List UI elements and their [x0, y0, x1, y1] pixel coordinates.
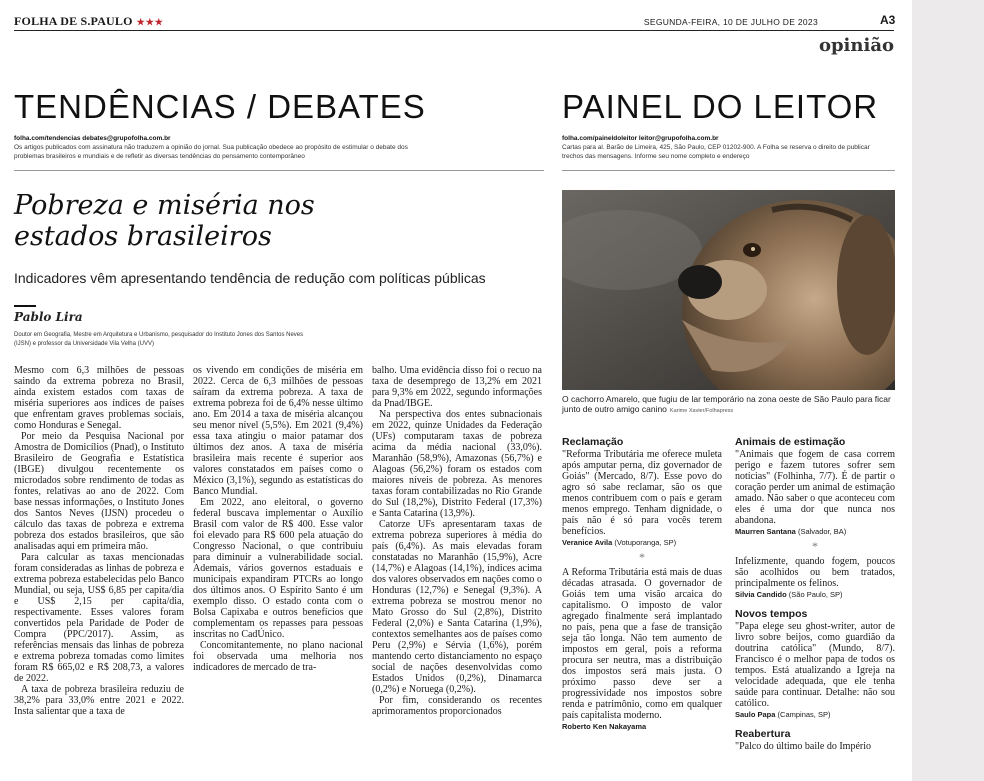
signature-place: (São Paulo, SP) [788, 590, 843, 599]
signature-name: Saulo Papa [735, 710, 776, 719]
section-title: opinião [818, 35, 894, 56]
letter-signature [562, 538, 722, 548]
header-rule [14, 30, 894, 31]
tendencias-title: TENDÊNCIAS / DEBATES [14, 88, 426, 125]
letter-text: A Reforma Tributária está mais de duas décadas atrasada. O governador de Goiás tem uma visão arcaica do capitalismo. O imposto de valor agregado finalmente será implantado no país, pena que a fase de transição seja tão longa. Não tem aumento de impostos em geral, pois a reforma procura ser neutra, mas a distribuição dos impostos será mais justa. O próximo passo deve ser a progressividade nos impostos sobre renda e patrimônio, como em qualquer país capitalista moderno. [562, 567, 722, 721]
signature-name: Maurren Santana [735, 527, 796, 536]
paragraph: Mesmo com 6,3 milhões de pessoas saindo da extrema pobreza no Brasil, ainda existem estados com taxas de miséria superiores aos índices de países que enfrentam graves problemas sociais, como Honduras e Senegal. [14, 365, 184, 431]
paragraph: Por fim, considerando os recentes aprimoramentos proporcionados [372, 695, 542, 717]
paragraph: Na perspectiva dos entes subnacionais em 2022, quinze Unidades da Federação (UFs) computaram taxas de pobreza acima da média nacional (33,0%). Maranhão (58,9%), Amazonas (56,7%) e Alagoas (56,2%) foram os estados com maiores níveis de pobreza. As menores taxas foram contabilizadas no Rio Grande do Sul (18,2%), Distrito Federal (17,3%) e Santa Catarina (13,9%). [372, 409, 542, 519]
article-column-2 [193, 365, 363, 673]
letter-signature [562, 722, 722, 732]
masthead-title: FOLHA DE S.PAULO [14, 14, 133, 28]
paragraph: Em 2022, ano eleitoral, o governo federal buscava implementar o Auxílio Brasil com valor de R$ 400. Esse valor foi elevado para R$ 600 pela atuação do Congresso Nacional, o que contribuiu para diminuir a vulnerabilidade social. Ademais, vários governos estaduais e municipais expandiram PTCRs ao longo dos últimos anos. O Espírito Santo é um exemplo disso. O estado conta com o Bolsa Capixaba e outros benefícios que complementam os repasses para pessoas inscritas no CadÚnico. [193, 497, 363, 640]
tendencias-rule [14, 170, 544, 171]
letter-heading: Reabertura [735, 728, 791, 740]
letter-signature [735, 527, 895, 537]
article-subtitle: Indicadores vêm apresentando tendência de redução com políticas públicas [14, 270, 486, 286]
paragraph: os vivendo em condições de miséria em 2022. Cerca de 6,3 milhões de pessoas saíram da extrema pobreza. A taxa de extrema pobreza foi de 6,4% nesse último ano. Em 2014 a taxa de miséria alcançou seu menor nível (5,5%). Em 2021 (9,4%) essa taxa atingiu o maior patamar dos últimos dez anos. A taxa de miséria brasileira mais recente é superior aos valores constatados em países como o México (3,1%), segundo as estatísticas do Banco Mundial. [193, 365, 363, 497]
letter-text: "Papa elege seu ghost-writer, autor de livro sobre beijos, como guardião da doutrina católica" (Mundo, 8/7). Francisco é o melhor papa de todos os tempos. Está atualizando a Igreja na velocidade adequada, que ele tenha saúde para continuar. Detalhe: não sou católico. [735, 621, 895, 709]
painel-rule [562, 170, 895, 171]
painel-note: Cartas para al. Barão de Limeira, 425, São Paulo, CEP 01202-900. A Folha se reserva o direito de publicar trechos das mensagens. Informe seu nome completo e endereço [562, 144, 870, 160]
edition-stars: ★★★ [136, 17, 164, 27]
separator-asterisk: * [639, 550, 645, 564]
letter-heading: Reclamação [562, 436, 624, 448]
dateline: SEGUNDA-FEIRA, 10 DE JULHO DE 2023 [643, 17, 818, 27]
letter-heading: Animais de estimação [735, 436, 846, 448]
page-number: A3 [880, 13, 896, 27]
signature-place: (Campinas, SP) [777, 710, 831, 719]
letter-text: "Reforma Tributária me oferece muleta após amputar perna, diz governador de Goiás" (Mercado, 8/7). Esse povo do agro só sabe reclamar, são os que menos contribuem com o país e geram menos emprego. Tenham dignidade, o país não é só para vocês terem benefícios. [562, 449, 722, 537]
article-title: Pobreza e miséria nos estados brasileiros [14, 190, 315, 252]
dog-photo-illustration [562, 190, 895, 390]
tendencias-links[interactable]: folha.com/tendencias debates@grupofolha.com.br [14, 135, 171, 142]
tendencias-note: Os artigos publicados com assinatura não traduzem a opinião do jornal. Sua publicação obedece ao propósito de estimular o debate dos problemas brasileiros e mundiais e de refletir as diversas tendências do pensamento contemporâneo [14, 144, 408, 160]
signature-name: Veranice Avila [562, 538, 613, 547]
article-author: Pablo Lira [14, 310, 83, 324]
letter-text: "Palco do último baile do Império [735, 741, 872, 752]
letter-signature [735, 590, 895, 600]
masthead [14, 14, 164, 29]
letter-text: "Animais que fogem de casa correm perigo e fazem tutores sofrer sem notícias" (Folhinha, 7/7). É de partir o coração perder um animal de estimação amado. Não saber o que aconteceu com eles é uma dor que nunca nos abandona. [735, 449, 895, 526]
painel-title: PAINEL DO LEITOR [562, 88, 879, 125]
letter-signature [735, 710, 895, 720]
painel-links[interactable]: folha.com/paineldoleitor leitor@grupofolha.com.br [562, 135, 719, 142]
letters-column-left [562, 436, 722, 734]
letter-text: Infelizmente, quando fogem, poucos são acolhidos ou bem tratados, principalmente os felinos. [735, 556, 895, 589]
photo-caption [562, 394, 902, 416]
paragraph: balho. Uma evidência disso foi o recuo na taxa de desemprego de 13,2% em 2021 para 9,3% em 2022, segundo informações da Pnad/IBGE. [372, 365, 542, 409]
signature-name: Silvia Candido [735, 590, 787, 599]
tendencias-meta [14, 134, 424, 161]
paragraph: Catorze UFs apresentaram taxas de extrema pobreza superiores à média do país (6,4%). As mais elevadas foram constatadas no Maranhão (15,9%), Acre (14,7%) e Alagoas (14,1%), índices acima dos valores observados em nações como o Honduras (12,7%) e Senegal (9,3%). A extrema pobreza se mostrou menor no Mato Grosso do Sul (2,8%), Distrito Federal (2,0%) e Santa Catarina (1,9%), contextos semelhantes aos de países como Peru (2,9%) e Sérvia (1,6%), porém mantendo certo distanciamento no espaço social de nações desenvolvidas como Estados Unidos (0,2%), Dinamarca (0,2%) e Noruega (0,2%). [372, 519, 542, 695]
signature-name: Roberto Ken Nakayama [562, 722, 647, 731]
author-bio: Doutor em Geografia, Mestre em Arquitetura e Urbanismo, pesquisador do Instituto Jones dos Santos Neves (IJSN) e professor da Universidade Vila Velha (UVV) [14, 332, 304, 347]
signature-place: (Votuporanga, SP) [614, 538, 677, 547]
painel-meta [562, 134, 892, 161]
paragraph: A taxa de pobreza brasileira reduziu de 38,2% para 33,0% entre 2021 e 2022. Insta salientar que a taxa de [14, 684, 184, 717]
letter-heading: Novos tempos [735, 608, 808, 620]
article-column-1 [14, 365, 184, 717]
dog-photo [562, 190, 895, 390]
paragraph: Para calcular as taxas mencionadas foram consideradas as linhas de pobreza e extrema pobreza estabelecidas pelo Banco Mundial, ou seja, US$ 6,85 per capita/dia e US$ 2,15 per capita/dia, respectivamente. Esses valores foram convertidos pela Paridade de Poder de Compra (PPC/2017). Assim, as referências mensais das linhas de pobreza e extrema pobreza tomadas como limites foram R$ 665,02 e R$ 208,73, a valores de 2022. [14, 552, 184, 684]
signature-place: (Salvador, BA) [797, 527, 847, 536]
separator-asterisk: * [812, 539, 818, 553]
paragraph: Concomitantemente, no plano nacional foi observada uma melhoria nos indicadores de mercado de tra- [193, 640, 363, 673]
paragraph: Por meio da Pesquisa Nacional por Amostra de Domicílios (Pnad), o Instituto Brasileiro de Geografia e Estatística (IBGE) divulgou recentemente os microdados sobre rendimento de todas as fontes, relativas ao ano de 2022. Com base nessas informações, o Instituto Jones dos Santos Neves (IJSN) procedeu o cálculo das taxas de pobreza e extrema pobreza dos estados brasileiros, que são analisadas aqui em primeira mão. [14, 431, 184, 552]
author-rule [14, 305, 36, 307]
letters-column-right [735, 436, 895, 752]
caption-text: O cachorro Amarelo, que fugiu de lar temporário na zona oeste de São Paulo para ficar junto de outro amigo canino [562, 394, 891, 414]
article-column-3 [372, 365, 542, 717]
viewer-margin [912, 0, 984, 781]
photo-credit: Karime Xavier/Folhapress [669, 408, 734, 414]
